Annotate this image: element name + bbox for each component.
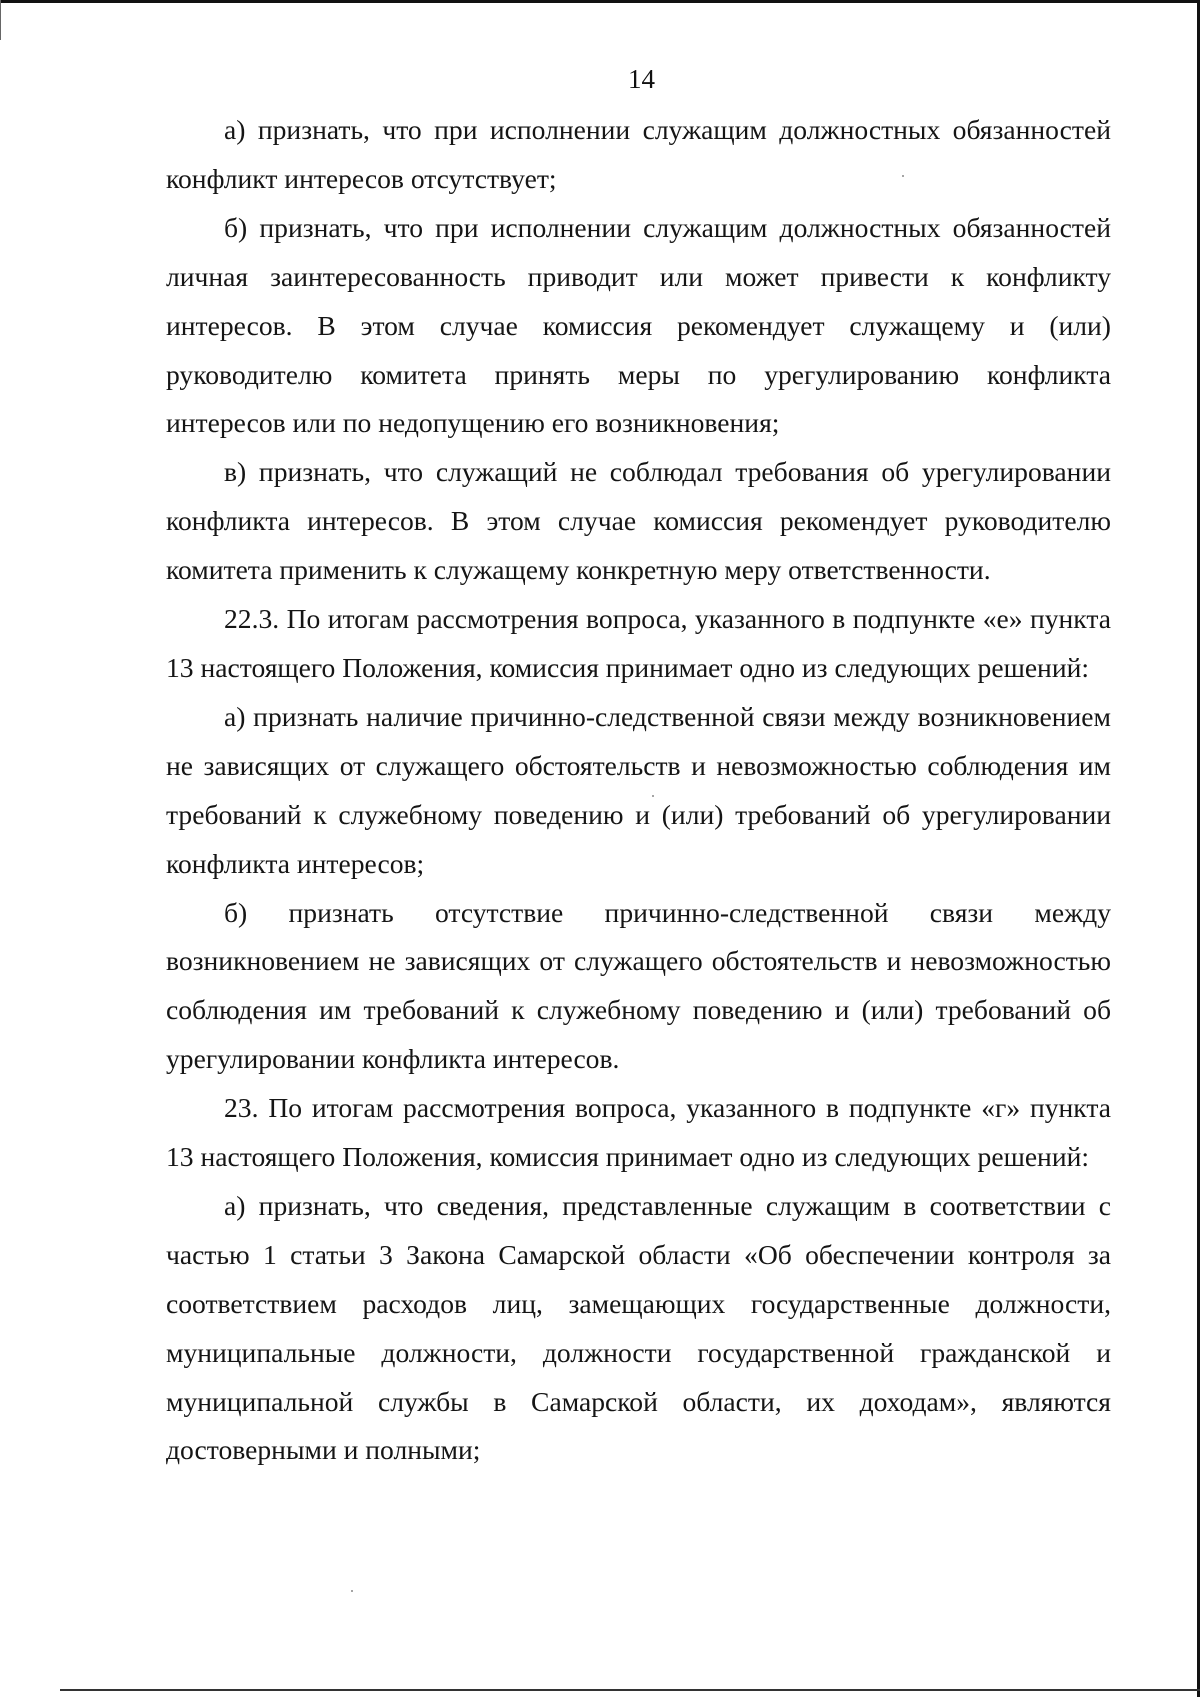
paragraph-23: 23. По итогам рассмотрения вопроса, указанного в подпункте «г» пункта 13 настоящего Положения, комиссия принимает одно из следующих решений: xyxy=(166,1092,1111,1173)
scan-border-bottom xyxy=(60,1689,1200,1691)
document-body xyxy=(166,106,1111,1475)
paragraph-22-3: 22.3. По итогам рассмотрения вопроса, указанного в подпункте «е» пункта 13 настоящего Положения, комиссия принимает одно из следующих решений: xyxy=(166,603,1111,683)
scan-border-left xyxy=(0,0,1,40)
paragraph-item-b-personal-interest: б) признать, что при исполнении служащим должностных обязанностей личная заинтересованность приводит или может привести к конфликту интересов. В этом случае комиссия рекомендует служащему и (или) руководителю комитета принять меры по урегулированию конфликта интересов или по недопущению его возникновения; xyxy=(166,211,1111,439)
paragraph-item-a-no-conflict: а) признать, что при исполнении служащим должностных обязанностей конфликт интересов отсутствует; xyxy=(166,114,1111,194)
paragraph-23-item-a: а) признать, что сведения, представленные служащим в соответствии с частью 1 статьи 3 Закона Самарской области «Об обеспечении контроля за соответствием расходов лиц, замещающих государственные должности, муниципальные должности, должности государственной гражданской и муниципальной службы в Самарской области, их доходам», являются достоверными и полными; xyxy=(166,1189,1111,1466)
paragraph-item-v-not-complied: в) признать, что служащий не соблюдал требования об урегулировании конфликта интересов. В этом случае комиссия рекомендует руководителю комитета применить к служащему конкретную меру ответственности. xyxy=(166,456,1111,586)
page-number-container xyxy=(0,66,1200,93)
scan-border-top xyxy=(0,0,1200,3)
paragraph-22-3-item-a: а) признать наличие причинно-следственной связи между возникновением не зависящих от служащего обстоятельств и невозможностью соблюдения им требований к служебному поведению и (или) требований об урегулировании конфликта интересов; xyxy=(166,700,1111,879)
paragraph-22-3-item-b: б) признать отсутствие причинно-следственной связи между возникновением не зависящих от служащего обстоятельств и невозможностью соблюдения им требований к служебному поведению и (или) требований об урегулировании конфликта интересов. xyxy=(166,896,1111,1075)
page-number: 14 xyxy=(628,64,655,94)
scan-speck xyxy=(351,1590,353,1592)
